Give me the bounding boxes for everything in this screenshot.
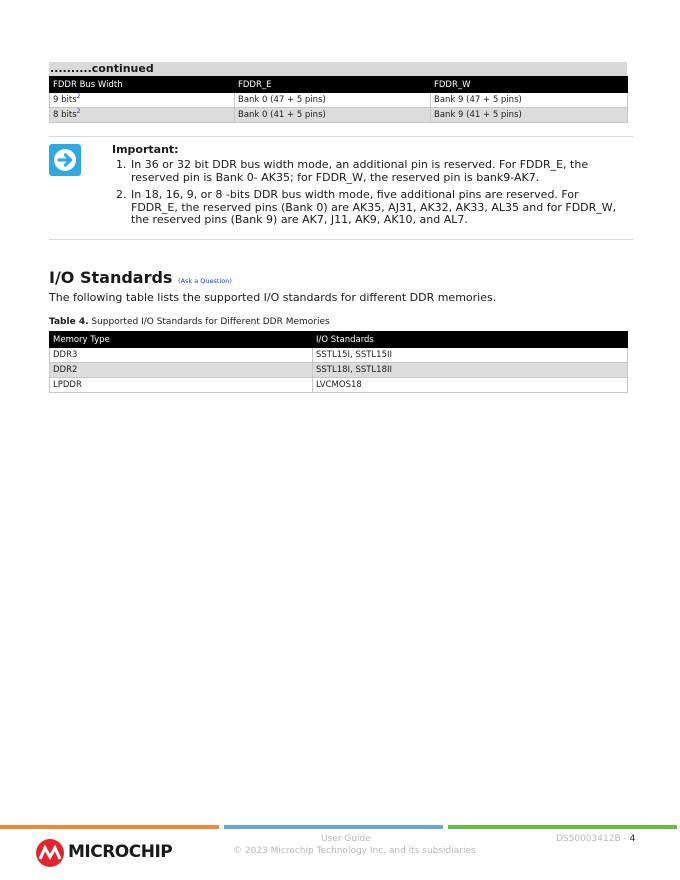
cell-text: 8 bits xyxy=(53,110,77,120)
table-cell: DDR3 xyxy=(50,348,313,363)
column-header: I/O Standards xyxy=(313,332,628,348)
column-header: FDDR Bus Width xyxy=(50,77,235,93)
table-row xyxy=(50,108,628,123)
ask-a-question-link[interactable]: (Ask a Question) xyxy=(178,277,232,285)
footer-doc-type: User Guide xyxy=(321,834,371,844)
table-caption-text: Supported I/O Standards for Different DDR Memories xyxy=(91,317,330,327)
io-standards-table xyxy=(49,331,628,393)
table-header-row xyxy=(50,332,628,348)
footer-bar-orange xyxy=(0,825,219,829)
table-row xyxy=(50,378,628,393)
fddr-bus-width-table xyxy=(49,76,628,123)
section-heading xyxy=(49,268,232,287)
table-caption xyxy=(49,317,330,327)
table-cell xyxy=(50,93,235,108)
column-header: FDDR_W xyxy=(431,77,628,93)
column-header: FDDR_E xyxy=(235,77,431,93)
table-header-row xyxy=(50,77,628,93)
brand-wordmark: MICROCHIP xyxy=(68,842,173,862)
table-cell: DDR2 xyxy=(50,363,313,378)
section-lead-text: The following table lists the supported I/O standards for different DDR memories. xyxy=(49,291,497,304)
table-cell: Bank 0 (47 + 5 pins) xyxy=(235,93,431,108)
table-cell: Bank 0 (41 + 5 pins) xyxy=(235,108,431,123)
important-note xyxy=(49,136,633,240)
table-continued-label: ..........continued xyxy=(49,62,627,76)
table-cell: LPDDR xyxy=(50,378,313,393)
table-cell xyxy=(50,108,235,123)
footer-doc-id: DS50003412B xyxy=(556,834,621,844)
note-heading: Important: xyxy=(112,143,179,156)
table-row xyxy=(50,348,628,363)
note-body xyxy=(112,143,627,232)
arrow-right-icon xyxy=(49,144,81,176)
column-header: Memory Type xyxy=(50,332,313,348)
footer-bar-green xyxy=(448,825,677,829)
note-item: 1. In 36 or 32 bit DDR bus width mode, an additional pin is reserved. For FDDR_E, the reserved pin is Bank 0- AK35; for FDDR_W, the reserved pin is bank9-AK7. xyxy=(130,159,627,184)
note-item: 2. In 18, 16, 9, or 8 -bits DDR bus width mode, five additional pins are reserved. For FDDR_E, the reserved pins (Bank 0) are AK35, AJ31, AK32, AK33, AL35 and for FDDR_W, the reserved pins (Bank 9) are AK7, J11, AK9, AK10, and AL7. xyxy=(130,189,627,227)
cell-text: 9 bits xyxy=(53,95,77,105)
table-cell: Bank 9 (41 + 5 pins) xyxy=(431,108,628,123)
table-caption-label: Table 4. xyxy=(49,317,89,327)
section-title: I/O Standards xyxy=(49,268,173,287)
page-number: 4 xyxy=(629,834,636,844)
table-cell: Bank 9 (47 + 5 pins) xyxy=(431,93,628,108)
note-list xyxy=(112,159,627,227)
table-cell: SSTL15I, SSTL15II xyxy=(313,348,628,363)
footnote-link[interactable]: 2 xyxy=(76,93,81,101)
table-row xyxy=(50,93,628,108)
footer-copyright: © 2023 Microchip Technology Inc. and its subsidiaries xyxy=(233,846,476,856)
microchip-logo-icon xyxy=(35,838,65,868)
footer-doc-id-line xyxy=(556,834,635,844)
footer-separator: - xyxy=(623,834,627,844)
table-cell: LVCMOS18 xyxy=(313,378,628,393)
table-cell: SSTL18I, SSTL18II xyxy=(313,363,628,378)
footnote-link[interactable]: 2 xyxy=(76,108,81,116)
table-row xyxy=(50,363,628,378)
footer-bar-blue xyxy=(224,825,443,829)
